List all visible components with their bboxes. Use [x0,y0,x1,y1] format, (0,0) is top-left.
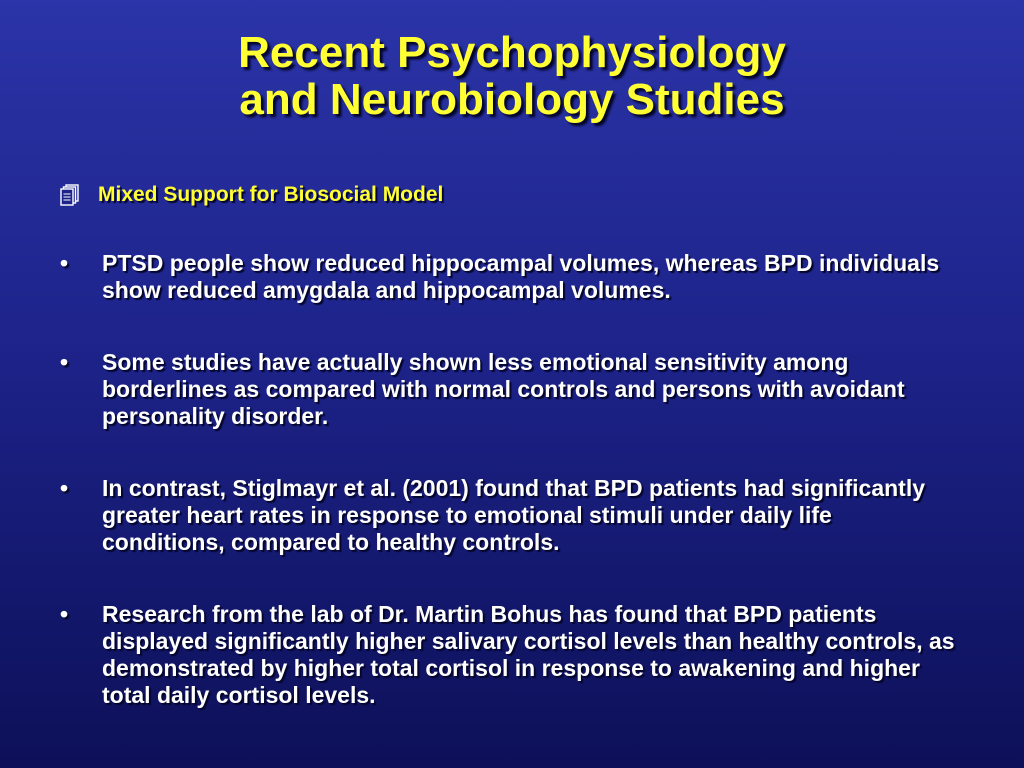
bullet-text: PTSD people show reduced hippocampal volumes, whereas BPD individuals show reduced amygdala and hippocampal volumes. [102,250,940,303]
bullet-marker: • [60,601,69,627]
bullet-text: In contrast, Stiglmayr et al. (2001) found that BPD patients had significantly greater heart rates in response to emotional stimuli under daily life conditions, compared to healthy controls. [102,475,926,555]
subheading [60,183,443,207]
notebook-icon [60,184,80,206]
title-line-2: and Neurobiology Studies [239,74,785,124]
list-item [60,250,960,304]
bullet-list [60,250,960,709]
list-item [60,601,960,709]
bullet-marker: • [60,349,69,375]
slide-title [0,30,1024,123]
list-item [60,349,960,430]
title-line-1: Recent Psychophysiology [238,28,786,77]
subheading-text: Mixed Support for Biosocial Model [98,183,444,206]
bullet-text: Research from the lab of Dr. Martin Bohus has found that BPD patients displayed significantly higher salivary cortisol levels than healthy controls, as demonstrated by higher total cortisol in response to awakening and higher total daily cortisol levels. [102,601,955,708]
bullet-text: Some studies have actually shown less emotional sensitivity among borderlines as compared with normal controls and persons with avoidant personality disorder. [102,349,905,429]
bullet-marker: • [60,475,69,501]
list-item [60,475,960,556]
bullet-marker: • [60,250,69,276]
